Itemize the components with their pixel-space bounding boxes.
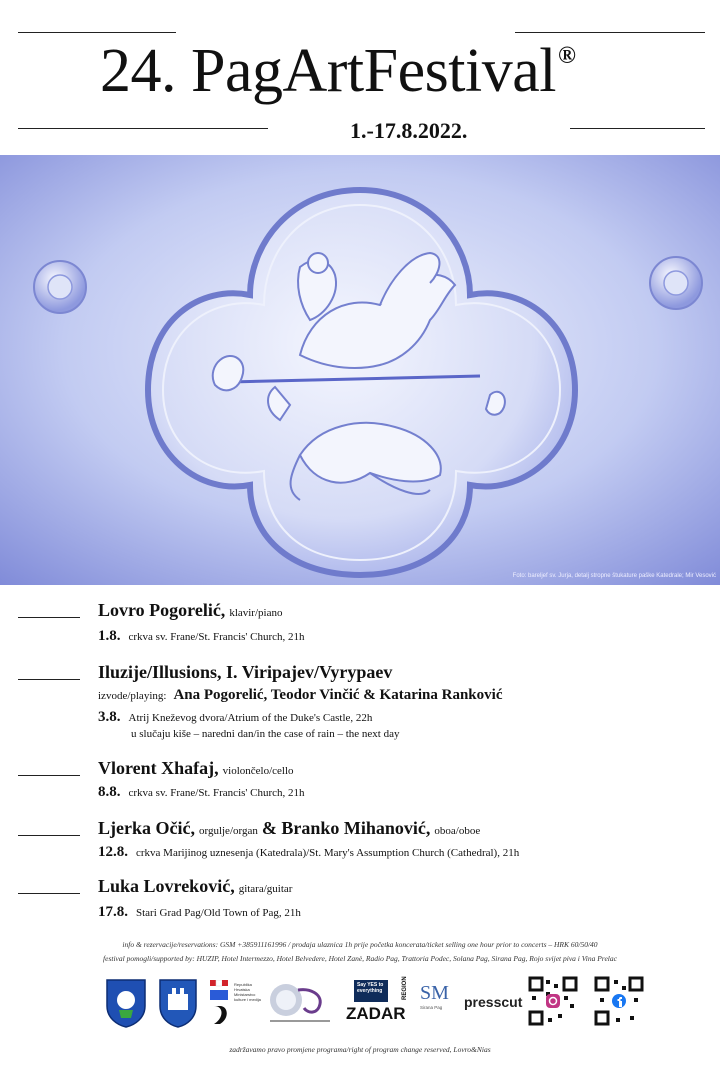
performer-name: Ljerka Očić, <box>98 818 195 838</box>
rain-note: u slučaju kiše – naredni dan/in the case of rain – the next day <box>131 728 400 740</box>
performer-name: Vlorent Xhafaj, <box>98 758 219 778</box>
event-date: 12.8. <box>98 844 128 860</box>
hero-relief-image <box>0 155 720 585</box>
performers: Ana Pogorelić, Teodor Vinčić & Katarina Ranković <box>173 687 503 703</box>
photo-caption: Foto: bareljef sv. Jurja, detalj stropne štukature paške Katedrale; Mir Vesović <box>512 573 716 579</box>
event-dash <box>18 893 80 894</box>
instagram-qr-code <box>528 976 578 1026</box>
event-venue: crkva sv. Frane/St. Francis' Church, 21h <box>128 787 305 799</box>
event-heading <box>98 758 294 779</box>
sponsor-logos <box>100 976 660 1032</box>
header-rule-top-left <box>18 32 176 33</box>
performer-role: klavir/piano <box>229 607 283 619</box>
relief-illustration <box>0 155 720 585</box>
event-venue: crkva Marijinog uznesenja (Katedrala)/St. Mary's Assumption Church (Cathedral), 21h <box>136 847 520 859</box>
reservation-info: info & rezervacije/reservations: GSM +385911161996 / prodaja ulaznica 1h prije početka koncerata/ticket selling one hour prior to concerts – HRK 60/50/40 <box>122 940 598 949</box>
event-dash <box>18 617 80 618</box>
ministry-of-culture-logo <box>210 980 230 1026</box>
presscut-logo: presscut <box>464 994 523 1010</box>
pag-coat-of-arms-logo <box>105 978 147 1028</box>
event-heading <box>98 662 392 683</box>
event-date: 17.8. <box>98 904 128 920</box>
event-date: 8.8. <box>98 784 121 800</box>
performer-role-2: oboa/oboe <box>434 825 481 837</box>
zadar-slogan: Say YES to everything <box>354 980 388 1002</box>
event-heading <box>98 876 292 897</box>
region-wordmark: REGION <box>402 976 408 1000</box>
header-rule-top-right <box>515 32 705 33</box>
header-rule-bottom-right <box>570 128 705 129</box>
zadar-region-logo <box>346 976 414 1028</box>
playing-label: izvode/playing: <box>98 690 167 702</box>
performer-name: Lovro Pogorelić, <box>98 600 226 620</box>
sm-wordmark: SM <box>420 982 449 1004</box>
festival-dates: 1.-17.8.2022. <box>350 118 468 143</box>
event-date-line <box>98 903 301 921</box>
event-heading <box>98 818 480 839</box>
play-title: Iluzije/Illusions, I. Viripajev/Vyrypaev <box>98 662 393 682</box>
performer-role: orgulje/organ <box>198 825 258 837</box>
zadar-county-coat-of-arms-logo <box>158 978 198 1028</box>
event-heading <box>98 600 282 621</box>
event-venue: Stari Grad Pag/Old Town of Pag, 21h <box>136 907 301 919</box>
event-dash <box>18 679 80 680</box>
event-dash <box>18 835 80 836</box>
event-date-line <box>98 843 519 861</box>
pag-art-festival-logo <box>268 980 332 1026</box>
zadar-wordmark: ZADAR <box>346 1004 406 1023</box>
event-date: 3.8. <box>98 709 121 725</box>
performer-role: gitara/guitar <box>238 883 293 895</box>
event-date: 1.8. <box>98 628 121 644</box>
event-venue: crkva sv. Frane/St. Francis' Church, 21h <box>128 631 305 643</box>
registered-mark: ® <box>557 43 576 69</box>
program-change-notice: zadržavamo pravo promjene programa/right of program change reserved, Lovro&Nias <box>229 1045 491 1054</box>
festival-title: 24. PagArtFestival® <box>100 37 576 105</box>
event-date-line <box>98 627 305 645</box>
event-dash <box>18 775 80 776</box>
event-venue: Atrij Kneževog dvora/Atrium of the Duke's Castle, 22h <box>128 712 373 724</box>
performer-name-2: & Branko Mihanović, <box>261 818 431 838</box>
performer-role: violončelo/cello <box>222 765 294 777</box>
event-performers-line <box>98 686 502 704</box>
supporters-info: festival pomogli/supported by: HUZIP, Hotel Intermezzo, Hotel Belvedere, Hotel Zanè, Radio Pag, Trattoria Podec, Solana Pag, Sirana Pag, Rojo svijet piva i Vina Prelac <box>103 954 617 963</box>
facebook-qr-code <box>594 976 644 1026</box>
performer-name: Luka Lovreković, <box>98 876 235 896</box>
sirana-pag-logo <box>420 982 456 1022</box>
ministry-text: Republika Hrvatska Ministarstvo kulture i medija <box>234 982 261 1002</box>
event-date-line <box>98 783 305 801</box>
event-date-line <box>98 708 372 726</box>
header-rule-bottom-left <box>18 128 268 129</box>
sm-subtitle: Sirana Pag <box>420 1005 443 1010</box>
